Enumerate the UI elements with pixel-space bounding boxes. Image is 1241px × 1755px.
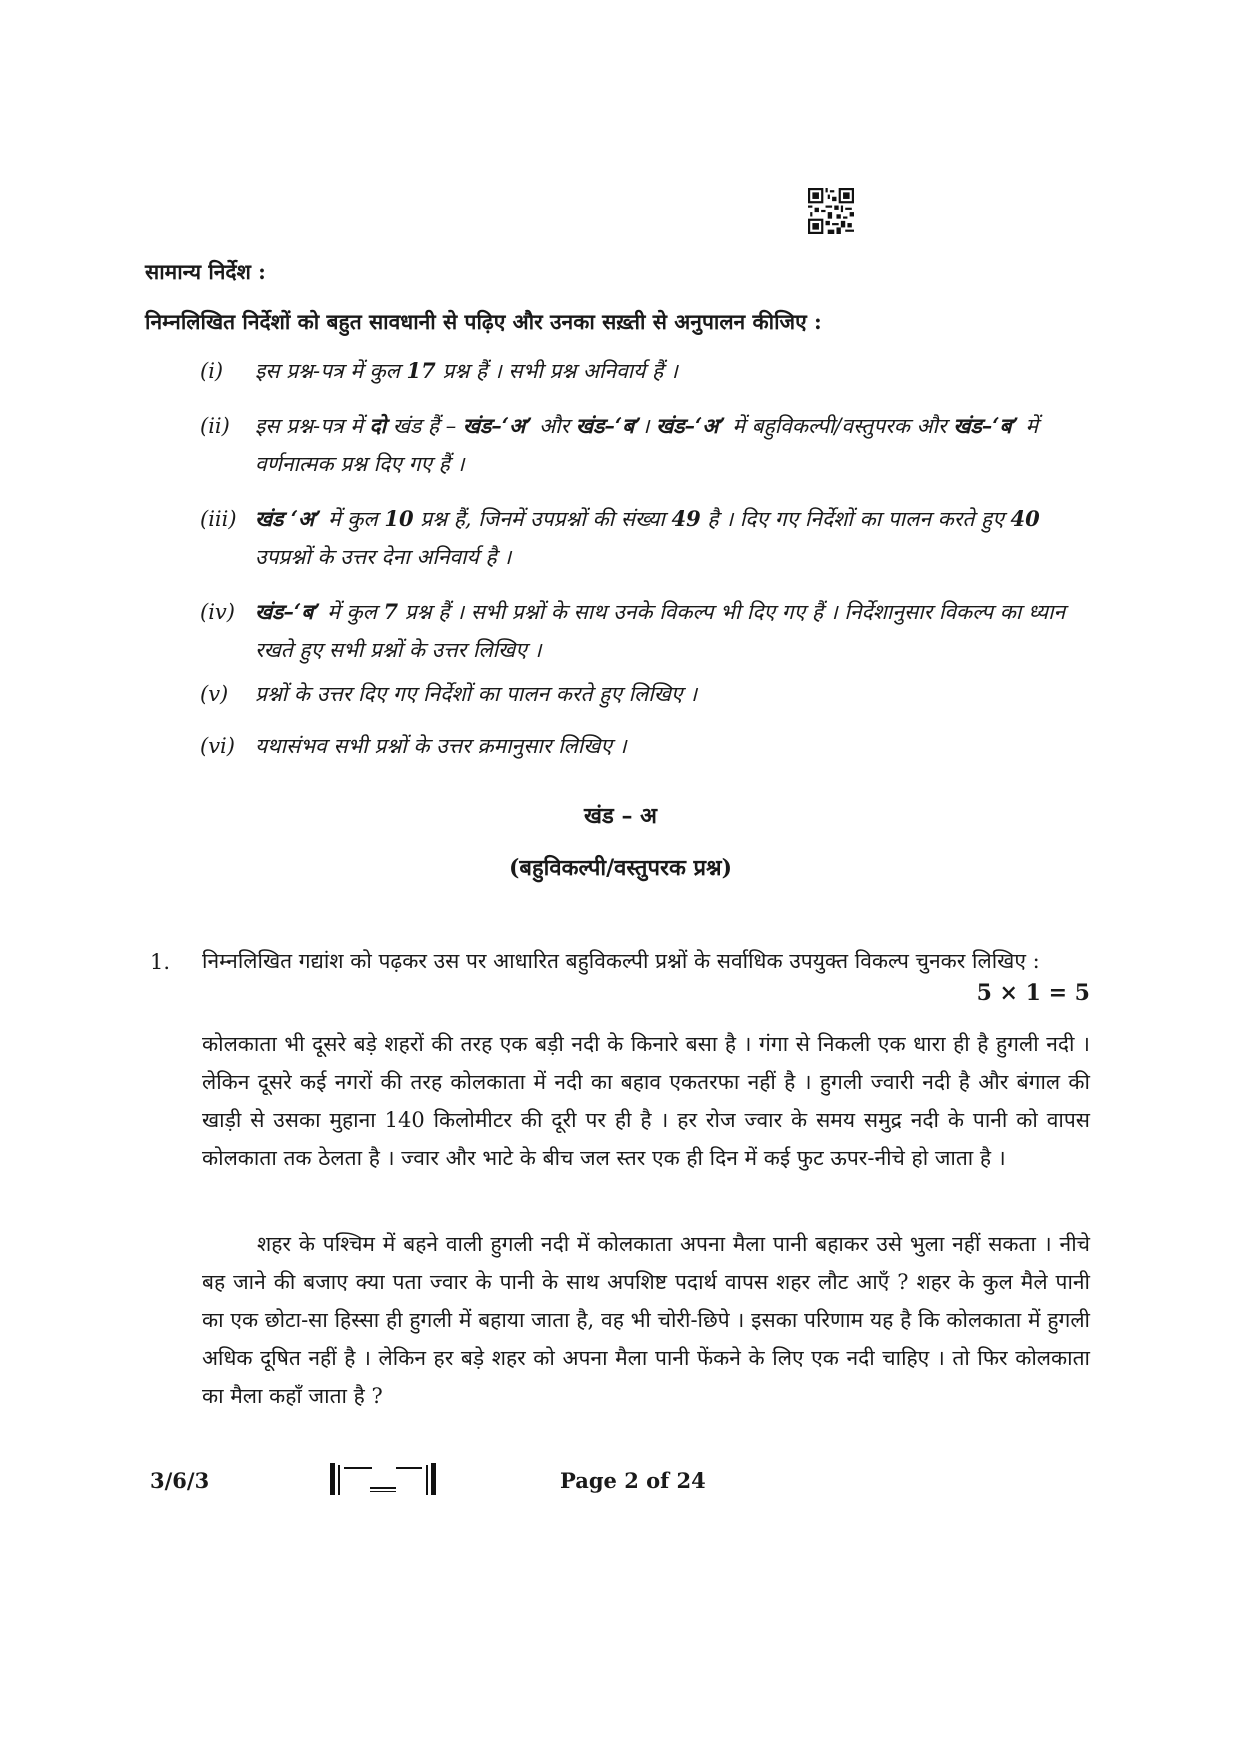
- instruction-number: (iv): [200, 600, 235, 624]
- question-text: निम्नलिखित गद्यांश को पढ़कर उस पर आधारित बहुविकल्पी प्रश्नों के सर्वाधिक उपयुक्त विकल्प चुनकर लिखिए :: [202, 949, 1040, 973]
- instruction-number: (ii): [200, 414, 230, 438]
- instruction-text: खंड ‘अ’ में कुल 10 प्रश्न हैं, जिनमें उपप्रश्नों की संख्या 49 है । दिए गए निर्देशों का पालन करते हुए 40 उपप्रश्नों के उत्तर देना अनिवार्य है ।: [255, 506, 1040, 569]
- instruction-text: इस प्रश्न-पत्र में कुल 17 प्रश्न हैं । सभी प्रश्न अनिवार्य हैं ।: [255, 358, 678, 383]
- instruction-text: प्रश्नों के उत्तर दिए गए निर्देशों का पालन करते हुए लिखिए ।: [255, 682, 698, 706]
- instruction-text: यथासंभव सभी प्रश्नों के उत्तर क्रमानुसार लिखिए ।: [255, 734, 627, 758]
- instruction-number: (vi): [200, 734, 235, 758]
- instruction-text: इस प्रश्न-पत्र में दो खंड हैं – खंड–‘अ’ और खंड–‘ब’। खंड–‘अ’ में बहुविकल्पी/वस्तुपरक और खंड–‘ब’ में वर्णनात्मक प्रश्न दिए गए हैं ।: [255, 413, 1039, 476]
- general-instructions-title: सामान्य निर्देश :: [145, 259, 266, 284]
- general-instructions-subtitle: निम्नलिखित निर्देशों को बहुत सावधानी से पढ़िए और उनका सख़्ती से अनुपालन कीजिए :: [145, 309, 822, 334]
- paper-code: 3/6/3: [150, 1468, 210, 1493]
- question-number: 1.: [150, 950, 171, 974]
- instruction-number: (v): [200, 682, 229, 706]
- page-number: Page 2 of 24: [560, 1468, 706, 1493]
- instruction-number: (i): [200, 359, 224, 383]
- barcode-icon: [330, 1463, 436, 1495]
- passage-paragraph: कोलकाता भी दूसरे बड़े शहरों की तरह एक बड़ी नदी के किनारे बसा है । गंगा से निकली एक धारा ही है हुगली नदी । लेकिन दूसरे कई नगरों की तरह कोलकाता में नदी का बहाव एकतरफा नहीं है । हुगली ज्वारी नदी है और बंगाल की खाड़ी से उसका मुहाना 140 किलोमीटर की दूरी पर ही है । हर रोज ज्वार के समय समुद्र नदी के पानी को वापस कोलकाता तक ठेलता है । ज्वार और भाटे के बीच जल स्तर एक ही दिन में कई फुट ऊपर-नीचे हो जाता है ।: [202, 1032, 1090, 1170]
- passage-paragraph: शहर के पश्चिम में बहने वाली हुगली नदी में कोलकाता अपना मैला पानी बहाकर उसे भुला नहीं सकता । नीचे बह जाने की बजाए क्या पता ज्वार के पानी के साथ अपशिष्ट पदार्थ वापस शहर लौट आएँ ? शहर के कुल मैले पानी का एक छोटा-सा हिस्सा ही हुगली में बहाया जाता है, वह भी चोरी-छिपे । इसका परिणाम यह है कि कोलकाता में हुगली अधिक दूषित नहीं है । लेकिन हर बड़े शहर को अपना मैला पानी फेंकने के लिए एक नदी चाहिए । तो फिर कोलकाता का मैला कहाँ जाता है ?: [202, 1232, 1090, 1408]
- section-title: खंड – अ: [584, 803, 657, 829]
- instruction-text: खंड–‘ब’ में कुल 7 प्रश्न हैं । सभी प्रश्नों के साथ उनके विकल्प भी दिए गए हैं । निर्देशानुसार विकल्प का ध्यान रखते हुए सभी प्रश्नों के उत्तर लिखिए ।: [255, 599, 1066, 662]
- question-marks: 5 × 1 = 5: [976, 980, 1090, 1006]
- section-subtitle: (बहुविकल्पी/वस्तुपरक प्रश्न): [508, 855, 732, 881]
- instruction-number: (iii): [200, 507, 237, 531]
- qr-code-icon: [808, 188, 854, 234]
